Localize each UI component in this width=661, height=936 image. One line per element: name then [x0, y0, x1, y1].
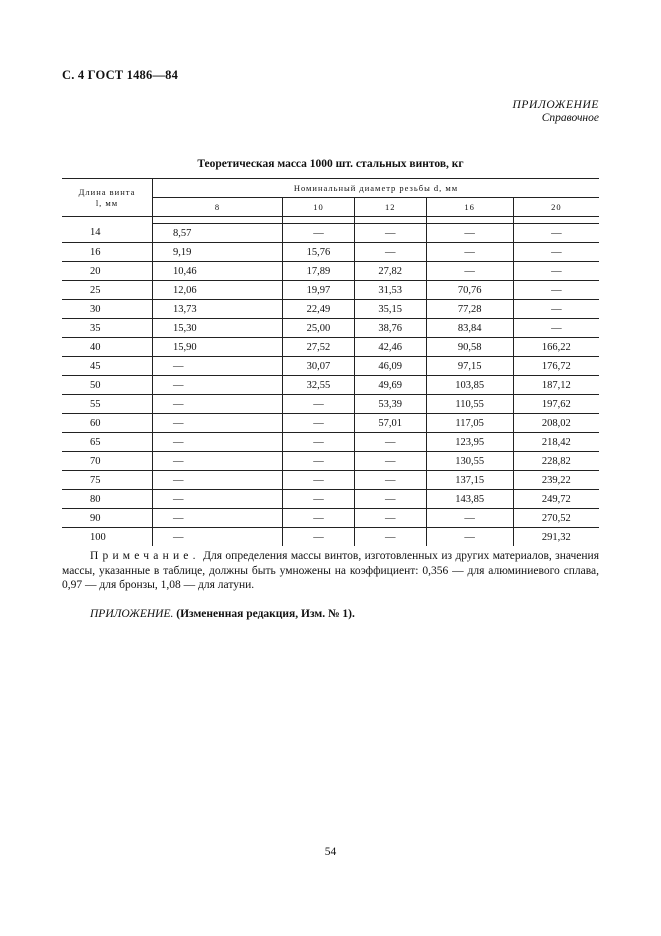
mass-cell: 70,76 — [426, 281, 513, 300]
mass-cell: 228,82 — [513, 452, 599, 471]
mass-cell: 38,76 — [354, 319, 426, 338]
length-cell: 35 — [62, 319, 153, 338]
length-cell: 70 — [62, 452, 153, 471]
length-cell: 30 — [62, 300, 153, 319]
mass-cell: — — [153, 471, 283, 490]
length-cell: 60 — [62, 414, 153, 433]
mass-cell: 187,12 — [513, 376, 599, 395]
diameter-header-cell: 10 — [283, 198, 355, 217]
table-spacer-row — [62, 217, 599, 224]
note-text: Для определения массы винтов, изготовленных из других материалов, значения массы, указанные в таблице, должны быть умножены на коэффициент: 0,356 — для алюминиевого сплава, 0,97 — для бронзы, 1,08 — для латуни. — [62, 550, 600, 591]
length-cell: 50 — [62, 376, 153, 395]
mass-cell: — — [426, 262, 513, 281]
diameter-header-cell: 8 — [153, 198, 283, 217]
mass-cell: 208,02 — [513, 414, 599, 433]
amendment-text: (Измененная редакция, Изм. № 1). — [176, 608, 355, 620]
mass-cell: — — [354, 452, 426, 471]
mass-cell: — — [283, 490, 355, 509]
length-cell: 16 — [62, 243, 153, 262]
table-row — [62, 414, 599, 433]
mass-cell: — — [153, 357, 283, 376]
mass-cell: — — [426, 243, 513, 262]
table-row — [62, 338, 599, 357]
appendix-subtitle: Справочное — [541, 112, 599, 124]
mass-cell: 9,19 — [153, 243, 283, 262]
length-cell: 45 — [62, 357, 153, 376]
mass-cell: 176,72 — [513, 357, 599, 376]
mass-cell: 8,57 — [153, 224, 283, 243]
length-header-line1: Длина винта — [78, 186, 136, 197]
table-row — [62, 509, 599, 528]
mass-cell: — — [513, 262, 599, 281]
table-row — [62, 281, 599, 300]
mass-cell: — — [283, 224, 355, 243]
note-label: Примечание. — [90, 550, 200, 562]
length-cell: 75 — [62, 471, 153, 490]
mass-cell: 25,00 — [283, 319, 355, 338]
mass-cell: 27,52 — [283, 338, 355, 357]
mass-cell: 22,49 — [283, 300, 355, 319]
mass-cell: — — [283, 452, 355, 471]
length-cell: 40 — [62, 338, 153, 357]
table-row — [62, 376, 599, 395]
diameter-header-cell: 20 — [513, 198, 599, 217]
mass-cell: 31,53 — [354, 281, 426, 300]
mass-cell: 110,55 — [426, 395, 513, 414]
mass-cell: — — [354, 490, 426, 509]
length-cell: 55 — [62, 395, 153, 414]
mass-cell: 10,46 — [153, 262, 283, 281]
table-row — [62, 452, 599, 471]
mass-cell: 137,15 — [426, 471, 513, 490]
table-row — [62, 528, 599, 547]
table-note — [62, 549, 599, 593]
amendment-line — [90, 608, 355, 620]
mass-cell: — — [153, 490, 283, 509]
table-row — [62, 243, 599, 262]
diameter-header-cell: 12 — [354, 198, 426, 217]
mass-cell: 83,84 — [426, 319, 513, 338]
mass-cell: — — [283, 471, 355, 490]
mass-cell: 15,76 — [283, 243, 355, 262]
mass-cell: 218,42 — [513, 433, 599, 452]
table-caption: Теоретическая масса 1000 шт. стальных винтов, кг — [197, 158, 464, 170]
mass-cell: 42,46 — [354, 338, 426, 357]
length-cell: 20 — [62, 262, 153, 281]
diameter-group-header: Номинальный диаметр резьбы d, мм — [153, 179, 600, 198]
mass-table — [62, 178, 599, 546]
appendix-title: ПРИЛОЖЕНИЕ — [512, 99, 599, 111]
mass-cell: — — [153, 509, 283, 528]
mass-cell: — — [153, 376, 283, 395]
length-cell: 25 — [62, 281, 153, 300]
mass-cell: — — [513, 281, 599, 300]
mass-cell: 12,06 — [153, 281, 283, 300]
mass-cell: 15,90 — [153, 338, 283, 357]
length-column-header — [62, 179, 153, 217]
table-row — [62, 319, 599, 338]
mass-cell: — — [354, 471, 426, 490]
table-row — [62, 300, 599, 319]
mass-cell: — — [513, 300, 599, 319]
length-cell: 100 — [62, 528, 153, 547]
mass-cell: 17,89 — [283, 262, 355, 281]
mass-cell: — — [283, 414, 355, 433]
mass-cell: 46,09 — [354, 357, 426, 376]
mass-cell: 49,69 — [354, 376, 426, 395]
mass-cell: 291,32 — [541, 531, 571, 543]
length-header-line2: l, мм — [95, 197, 119, 208]
mass-cell: — — [513, 224, 599, 243]
table-row — [62, 471, 599, 490]
mass-cell: 90,58 — [426, 338, 513, 357]
mass-cell: 19,97 — [283, 281, 355, 300]
mass-cell: — — [513, 243, 599, 262]
table-row — [62, 357, 599, 376]
mass-cell: — — [283, 528, 355, 547]
mass-cell: 27,82 — [354, 262, 426, 281]
mass-cell: 32,55 — [283, 376, 355, 395]
mass-cell: 239,22 — [513, 471, 599, 490]
table-row — [62, 433, 599, 452]
mass-cell: — — [354, 224, 426, 243]
mass-cell: — — [283, 395, 355, 414]
mass-cell: — — [153, 452, 283, 471]
mass-cell: 13,73 — [153, 300, 283, 319]
table-row — [62, 490, 599, 509]
page-header: С. 4 ГОСТ 1486—84 — [62, 68, 179, 82]
length-cell: 14 — [62, 224, 153, 243]
amendment-label: ПРИЛОЖЕНИЕ. — [90, 608, 174, 620]
mass-cell: 15,30 — [153, 319, 283, 338]
mass-cell: 35,15 — [354, 300, 426, 319]
mass-cell: 57,01 — [354, 414, 426, 433]
table-row — [62, 395, 599, 414]
mass-cell: — — [153, 414, 283, 433]
mass-cell: 103,85 — [426, 376, 513, 395]
mass-cell: — — [153, 528, 283, 547]
mass-cell: — — [426, 528, 513, 547]
mass-cell: 123,95 — [426, 433, 513, 452]
appendix-heading — [513, 99, 599, 125]
table-row — [62, 262, 599, 281]
mass-cell: — — [153, 433, 283, 452]
mass-cell: — — [283, 509, 355, 528]
mass-cell: — — [354, 243, 426, 262]
mass-cell: 270,52 — [513, 509, 599, 528]
mass-cell: 249,72 — [513, 490, 599, 509]
length-cell: 90 — [62, 509, 153, 528]
mass-cell: 53,39 — [354, 395, 426, 414]
table-body — [62, 217, 599, 547]
mass-cell: 30,07 — [283, 357, 355, 376]
mass-cell: — — [426, 224, 513, 243]
page-number: 54 — [324, 846, 337, 858]
mass-cell: — — [153, 395, 283, 414]
length-cell: 80 — [62, 490, 153, 509]
mass-cell: — — [354, 509, 426, 528]
mass-cell: — — [513, 319, 599, 338]
mass-cell: 97,15 — [426, 357, 513, 376]
mass-cell: 77,28 — [426, 300, 513, 319]
mass-cell: — — [426, 509, 513, 528]
mass-cell: — — [354, 528, 426, 547]
mass-cell: 143,85 — [426, 490, 513, 509]
length-cell: 65 — [62, 433, 153, 452]
mass-cell: — — [354, 433, 426, 452]
table-row — [62, 224, 599, 243]
mass-cell: 130,55 — [426, 452, 513, 471]
mass-cell: — — [283, 433, 355, 452]
mass-cell: 166,22 — [513, 338, 599, 357]
diameter-header-cell: 16 — [426, 198, 513, 217]
mass-cell: 117,05 — [426, 414, 513, 433]
mass-cell: 197,62 — [513, 395, 599, 414]
